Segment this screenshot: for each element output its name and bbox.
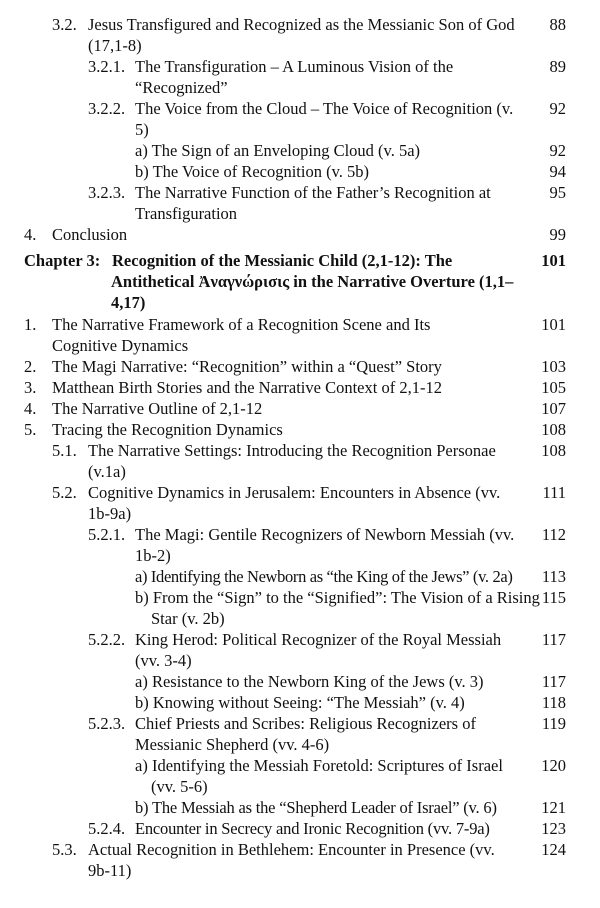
toc-entry-title: Chief Priests and Scribes: Religious Recognizers of Messianic Shepherd (vv. 4-6) (135, 714, 476, 754)
toc-entry-title: b) The Voice of Recognition (v. 5b) (135, 162, 370, 181)
toc-entry-title: a) Identifying the Messiah Foretold: Scriptures of Israel (vv. 5-6) (135, 756, 503, 796)
toc-entry-title: b) Knowing without Seeing: “The Messiah” (v. 4) (135, 693, 465, 712)
toc-entry-number: 5. (24, 420, 37, 439)
toc-entry-number: 5.2.1. (88, 525, 126, 544)
toc-entry-page: 92 (549, 99, 566, 118)
toc-entry (0, 377, 600, 398)
toc-entry-page: 124 (541, 840, 566, 859)
toc-entry (0, 671, 600, 692)
toc-entry-title: a) Identifying the Newborn as “the King of the Jews” (v. 2a) (135, 567, 513, 586)
toc-entry (0, 98, 600, 140)
toc-entry-number: 5.2.3. (88, 714, 126, 733)
toc-entry-number: 2. (24, 357, 37, 376)
toc-entry-title: The Narrative Function of the Father’s Recognition at Transfiguration (135, 183, 491, 223)
toc-entry-page: 120 (541, 756, 566, 775)
toc-entry-page: 112 (541, 525, 566, 544)
toc-entry (0, 482, 600, 524)
toc-entry-title: Cognitive Dynamics in Jerusalem: Encounters in Absence (vv. 1b-9a) (88, 483, 501, 523)
toc-entry-page: 117 (541, 630, 566, 649)
toc-entry (0, 140, 600, 161)
toc-entry-page: 107 (541, 399, 566, 418)
toc-entry-title: The Magi: Gentile Recognizers of Newborn Messiah (vv. 1b-2) (135, 525, 515, 565)
toc-entry (0, 56, 600, 98)
toc-entry-title: The Magi Narrative: “Recognition” within a “Quest” Story (52, 357, 442, 376)
toc-entry-title: Conclusion (52, 225, 128, 244)
toc-entry (0, 398, 600, 419)
toc-entry-page: 88 (549, 15, 566, 34)
toc-entry (0, 356, 600, 377)
toc-entry-title: b) From the “Sign” to the “Signified”: The Vision of a Rising Star (v. 2b) (135, 588, 540, 628)
toc-entry-page: 89 (549, 57, 566, 76)
toc-entry-page: 95 (549, 183, 566, 202)
toc-entry (0, 224, 600, 245)
toc-entry-number: 3.2.3. (88, 183, 126, 202)
toc-entry-page: 108 (541, 420, 566, 439)
toc-entry-title: Tracing the Recognition Dynamics (52, 420, 283, 439)
toc-entry-title: Matthean Birth Stories and the Narrative Context of 2,1-12 (52, 378, 442, 397)
toc-entry-number: 3. (24, 378, 37, 397)
toc-entry (0, 629, 600, 671)
chapter-heading (0, 250, 600, 313)
toc-entry-number: 1. (24, 315, 37, 334)
toc-entry (0, 161, 600, 182)
toc-entry (0, 14, 600, 56)
toc-entry (0, 524, 600, 566)
toc-entry-page: 115 (541, 588, 566, 607)
toc-entry-title: a) The Sign of an Enveloping Cloud (v. 5a) (135, 141, 421, 160)
toc-entry (0, 755, 600, 797)
toc-entry (0, 566, 600, 587)
toc-entry-number: 3.2. (52, 15, 77, 34)
toc-entry-page: 117 (541, 672, 566, 691)
toc-entry-title: a) Resistance to the Newborn King of the Jews (v. 3) (135, 672, 484, 691)
toc-entry-title: b) The Messiah as the “Shepherd Leader of Israel” (v. 6) (135, 798, 497, 817)
toc-entry-title: Jesus Transfigured and Recognized as the Messianic Son of God (17,1-8) (88, 15, 515, 55)
toc-entry-page: 119 (541, 714, 566, 733)
toc-entry-number: 3.2.1. (88, 57, 126, 76)
toc-entry-title: King Herod: Political Recognizer of the Royal Messiah (vv. 3-4) (135, 630, 502, 670)
toc-entry-page: 113 (541, 567, 566, 586)
toc-entry-page: 123 (541, 819, 566, 838)
toc-entry-page: 99 (549, 225, 566, 244)
toc-entry (0, 692, 600, 713)
toc-entry-title: The Narrative Framework of a Recognition Scene and Its Cognitive Dynamics (52, 315, 431, 355)
toc-entry-title: The Narrative Settings: Introducing the Recognition Personae (v.1a) (88, 441, 496, 481)
toc-entry-page: 105 (541, 378, 566, 397)
toc-entry-number: 4. (24, 225, 37, 244)
toc-entry (0, 713, 600, 755)
toc-entry (0, 419, 600, 440)
toc-entry-number: 5.3. (52, 840, 77, 859)
toc-entry (0, 797, 600, 818)
toc-entry-number: 5.1. (52, 441, 77, 460)
toc-entry (0, 818, 600, 839)
toc-entry-number: 4. (24, 399, 37, 418)
toc-entry-title: The Transfiguration – A Luminous Vision of the “Recognized” (135, 57, 454, 97)
toc-entry-title: The Narrative Outline of 2,1-12 (52, 399, 263, 418)
toc-entry (0, 440, 600, 482)
toc-entry (0, 182, 600, 224)
toc-entry-page: 101 (541, 315, 566, 334)
toc-entry-page: 108 (541, 441, 566, 460)
toc-entry-page: 103 (541, 357, 566, 376)
chapter-title: Recognition of the Messianic Child (2,1-12): The Antithetical Ἀναγνώρισις in the Narrative Overture (1,1–4,17) (111, 251, 514, 312)
toc-entry-page: 121 (541, 798, 566, 817)
toc-entry-page: 92 (549, 141, 566, 160)
toc-entry-title: The Voice from the Cloud – The Voice of Recognition (v. 5) (135, 99, 514, 139)
toc-entry-page: 111 (542, 483, 566, 502)
toc-entry-title: Actual Recognition in Bethlehem: Encounter in Presence (vv. 9b-11) (88, 840, 495, 880)
toc-entry (0, 314, 600, 356)
toc-entry (0, 587, 600, 629)
toc-entry-title: Encounter in Secrecy and Ironic Recognition (vv. 7-9a) (135, 819, 490, 838)
toc-entry-page: 118 (541, 693, 566, 712)
toc-entry-number: 5.2.4. (88, 819, 126, 838)
toc-entry-page: 101 (541, 251, 566, 270)
toc-entry-number: 5.2. (52, 483, 77, 502)
toc-entry-number: 3.2.2. (88, 99, 126, 118)
toc-entry (0, 839, 600, 881)
chapter-label: Chapter 3: (24, 251, 101, 270)
toc-entry-number: 5.2.2. (88, 630, 126, 649)
toc-entry-page: 94 (549, 162, 566, 181)
